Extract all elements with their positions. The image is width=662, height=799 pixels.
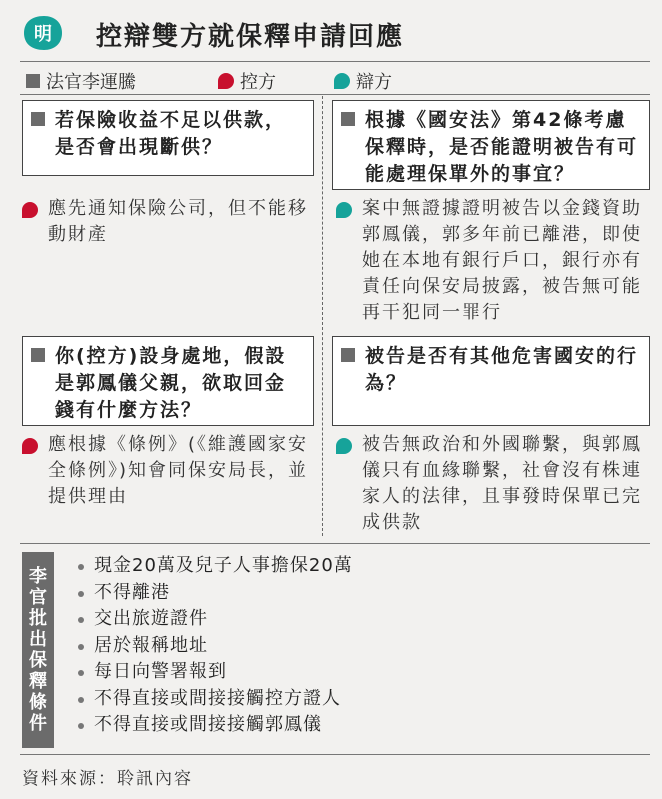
bail-conditions-label xyxy=(22,552,54,748)
logo-char: 明 xyxy=(34,24,52,45)
conditions-divider xyxy=(20,543,650,544)
judge-question-1 xyxy=(22,100,314,176)
judge-question-2 xyxy=(332,100,650,190)
header-divider xyxy=(20,61,650,62)
prosecution-drop-icon xyxy=(22,438,38,454)
legend-judge-label: 法官李運騰 xyxy=(46,72,136,93)
question-text: 被告是否有其他危害國安的行為？ xyxy=(365,345,639,394)
bail-conditions-label-char: 條 xyxy=(29,692,47,713)
judge-square-icon xyxy=(341,348,355,362)
list-item: 不得離港 xyxy=(76,580,353,607)
list-item: 不得直接或間接接觸控方證人 xyxy=(76,686,353,713)
judge-square-icon xyxy=(341,112,355,126)
header xyxy=(0,0,662,58)
bail-conditions-label-char: 出 xyxy=(29,629,47,650)
source-note: 資料來源：聆訊內容 xyxy=(22,769,193,789)
bail-conditions-label-char: 批 xyxy=(29,608,47,629)
question-text: 你(控方)設身處地，假設是郭鳳儀父親，欲取回金錢有什麼方法？ xyxy=(55,345,287,421)
list-item: 現金20萬及兒子人事擔保20萬 xyxy=(76,553,353,580)
bail-conditions-list xyxy=(76,553,353,739)
question-text: 根據《國安法》第42條考慮保釋時，是否能證明被告有可能處理保單外的事宜？ xyxy=(365,109,639,185)
list-item: 每日向警署報到 xyxy=(76,659,353,686)
list-item: 居於報稱地址 xyxy=(76,633,353,660)
question-text: 若保險收益不足以供款，是否會出現斷供？ xyxy=(55,109,287,158)
defence-drop-icon xyxy=(334,73,350,89)
prosecution-answer-3 xyxy=(18,432,318,510)
legend-judge xyxy=(26,68,136,94)
answer-text: 案中無證據證明被告以金錢資助郭鳳儀，郭多年前已離港，即使她在本地有銀行戶口，銀行亦有責任向保安局披露，被告無可能再干犯同一罪行 xyxy=(362,198,642,323)
list-item: 交出旅遊證件 xyxy=(76,606,353,633)
ming-logo-icon xyxy=(20,14,64,52)
prosecution-drop-icon xyxy=(22,202,38,218)
judge-square-icon xyxy=(31,348,45,362)
judge-square-icon xyxy=(26,74,40,88)
column-divider xyxy=(322,96,323,536)
judge-square-icon xyxy=(31,112,45,126)
prosecution-drop-icon xyxy=(218,73,234,89)
judge-question-3 xyxy=(22,336,314,426)
list-item: 不得直接或間接接觸郭鳳儀 xyxy=(76,712,353,739)
page-title: 控辯雙方就保釋申請回應 xyxy=(96,22,405,52)
defence-answer-2 xyxy=(332,196,654,326)
source-divider xyxy=(20,754,650,755)
legend-prosecution xyxy=(218,68,276,94)
judge-question-4 xyxy=(332,336,650,426)
defence-answer-4 xyxy=(332,432,654,536)
legend-divider xyxy=(20,94,650,95)
defence-drop-icon xyxy=(336,202,352,218)
answer-text: 應根據《條例》(《維護國家安全條例》)知會同保安局長，並提供理由 xyxy=(48,434,309,507)
defence-drop-icon xyxy=(336,438,352,454)
bail-conditions-label-char: 釋 xyxy=(29,671,47,692)
legend-prosecution-label: 控方 xyxy=(240,72,276,93)
legend-defence xyxy=(334,68,392,94)
bail-conditions-label-char: 件 xyxy=(29,713,47,734)
bail-conditions-label-char: 李 xyxy=(29,566,47,587)
prosecution-answer-1 xyxy=(18,196,318,248)
answer-text: 被告無政治和外國聯繫，與郭鳳儀只有血緣聯繫，社會沒有株連家人的法律，且事發時保單已完成供款 xyxy=(362,434,642,533)
answer-text: 應先通知保險公司，但不能移動財產 xyxy=(48,198,308,245)
bail-conditions-label-char: 官 xyxy=(29,587,47,608)
bail-conditions-label-char: 保 xyxy=(29,650,47,671)
legend-defence-label: 辯方 xyxy=(356,72,392,93)
